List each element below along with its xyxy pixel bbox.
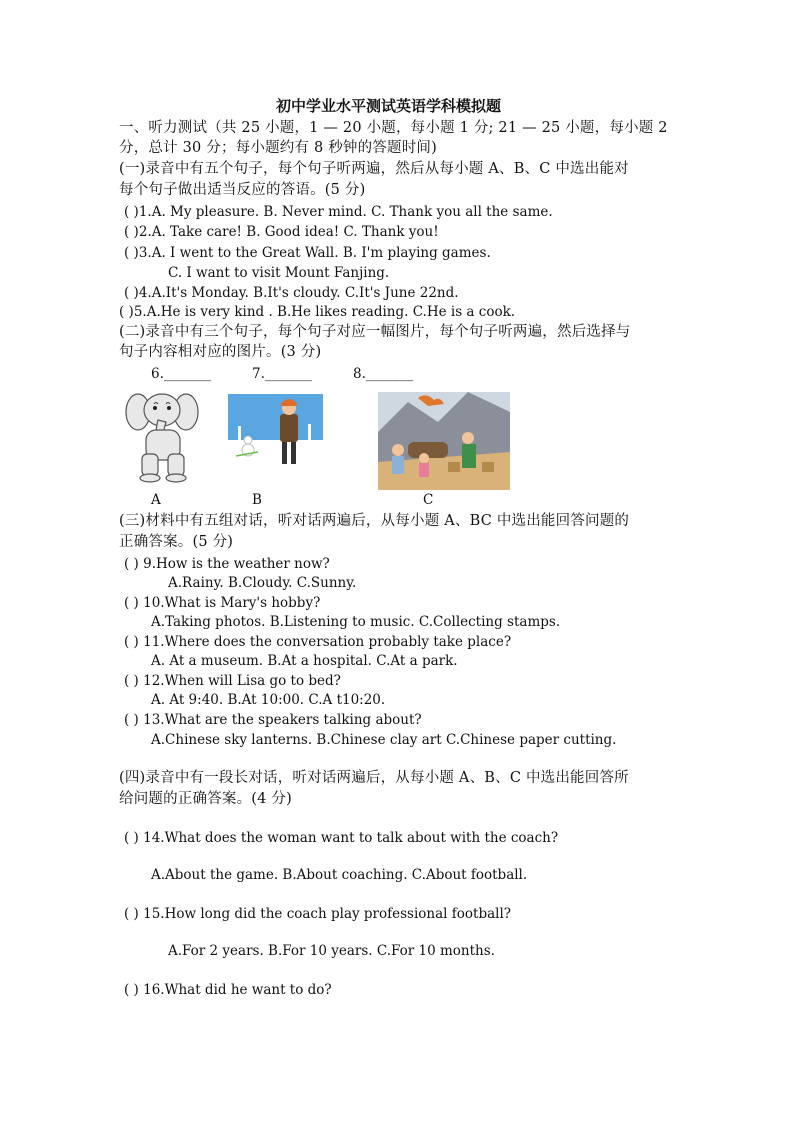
part4-instruction-1: (四)录音中有一段长对话，听对话两遍后，从每小题 A、B、C 中选出能回答所 — [119, 770, 629, 786]
picture-label-a: A — [151, 492, 161, 508]
picture-c-mountain — [378, 392, 510, 490]
question-9-options: A.Rainy. B.Cloudy. C.Sunny. — [168, 575, 357, 591]
question-16: ( ) 16.What did he want to do? — [124, 982, 332, 998]
question-5: ( )5.A.He is very kind . B.He likes reading. C.He is a cook. — [119, 304, 516, 320]
picture-b-winter — [228, 394, 323, 474]
part2-instruction-1: (二)录音中有三个句子，每个句子对应一幅图片，每个句子听两遍，然后选择与 — [119, 324, 631, 340]
elephant-icon — [124, 384, 200, 484]
question-1: ( )1.A. My pleasure. B. Never mind. C. Thank you all the same. — [124, 204, 553, 220]
question-12: ( ) 12.When will Lisa go to bed? — [124, 673, 341, 689]
exam-title: 初中学业水平测试英语学科模拟题 — [276, 97, 502, 115]
question-14-options: A.About the game. B.About coaching. C.About football. — [151, 867, 528, 883]
question-14: ( ) 14.What does the woman want to talk about with the coach? — [124, 830, 559, 846]
part1-instruction-1: (一)录音中有五个句子，每个句子听两遍，然后从每小题 A、B、C 中选出能对 — [119, 161, 629, 177]
picture-a-elephant — [124, 384, 200, 484]
part1-instruction-2: 每个句子做出适当反应的答语。(5 分) — [119, 182, 366, 198]
blank-6: 6._______ — [151, 366, 212, 382]
question-9: ( ) 9.How is the weather now? — [124, 556, 330, 572]
mountain-scene-icon — [378, 392, 510, 490]
section1-line1: 一、听力测试（共 25 小题，1 — 20 小题，每小题 1 分; 21 — 25 小题，每小题 2 — [119, 120, 668, 136]
winter-scene-icon — [228, 394, 323, 474]
question-15-options: A.For 2 years. B.For 10 years. C.For 10 months. — [168, 943, 495, 959]
section1-line2: 分，总计 30 分；每小题约有 8 秒钟的答题时间) — [119, 140, 437, 156]
question-13: ( ) 13.What are the speakers talking about? — [124, 712, 422, 728]
picture-label-c: C — [423, 492, 434, 508]
question-15: ( ) 15.How long did the coach play professional football? — [124, 906, 512, 922]
question-3: ( )3.A. I went to the Great Wall. B. I'm playing games. — [124, 245, 491, 261]
blank-7: 7._______ — [252, 366, 313, 382]
question-11-options: A. At a museum. B.At a hospital. C.At a park. — [151, 653, 458, 669]
part3-instruction-2: 正确答案。(5 分) — [119, 534, 234, 550]
question-11: ( ) 11.Where does the conversation probably take place? — [124, 634, 512, 650]
question-2: ( )2.A. Take care! B. Good idea! C. Thank you! — [124, 224, 439, 240]
question-4: ( )4.A.It's Monday. B.It's cloudy. C.It's June 22nd. — [124, 285, 459, 301]
question-10-options: A.Taking photos. B.Listening to music. C.Collecting stamps. — [151, 614, 561, 630]
question-10: ( ) 10.What is Mary's hobby? — [124, 595, 321, 611]
part3-instruction-1: (三)材料中有五组对话，听对话两遍后，从每小题 A、BC 中选出能回答问题的 — [119, 513, 630, 529]
part4-instruction-2: 给问题的正确答案。(4 分) — [119, 791, 292, 807]
picture-label-b: B — [252, 492, 262, 508]
question-3-option-c: C. I want to visit Mount Fanjing. — [168, 265, 390, 281]
question-13-options: A.Chinese sky lanterns. B.Chinese clay art C.Chinese paper cutting. — [151, 732, 617, 748]
part2-instruction-2: 句子内容相对应的图片。(3 分) — [119, 344, 322, 360]
question-12-options: A. At 9:40. B.At 10:00. C.A t10:20. — [151, 692, 386, 708]
blank-8: 8._______ — [353, 366, 414, 382]
